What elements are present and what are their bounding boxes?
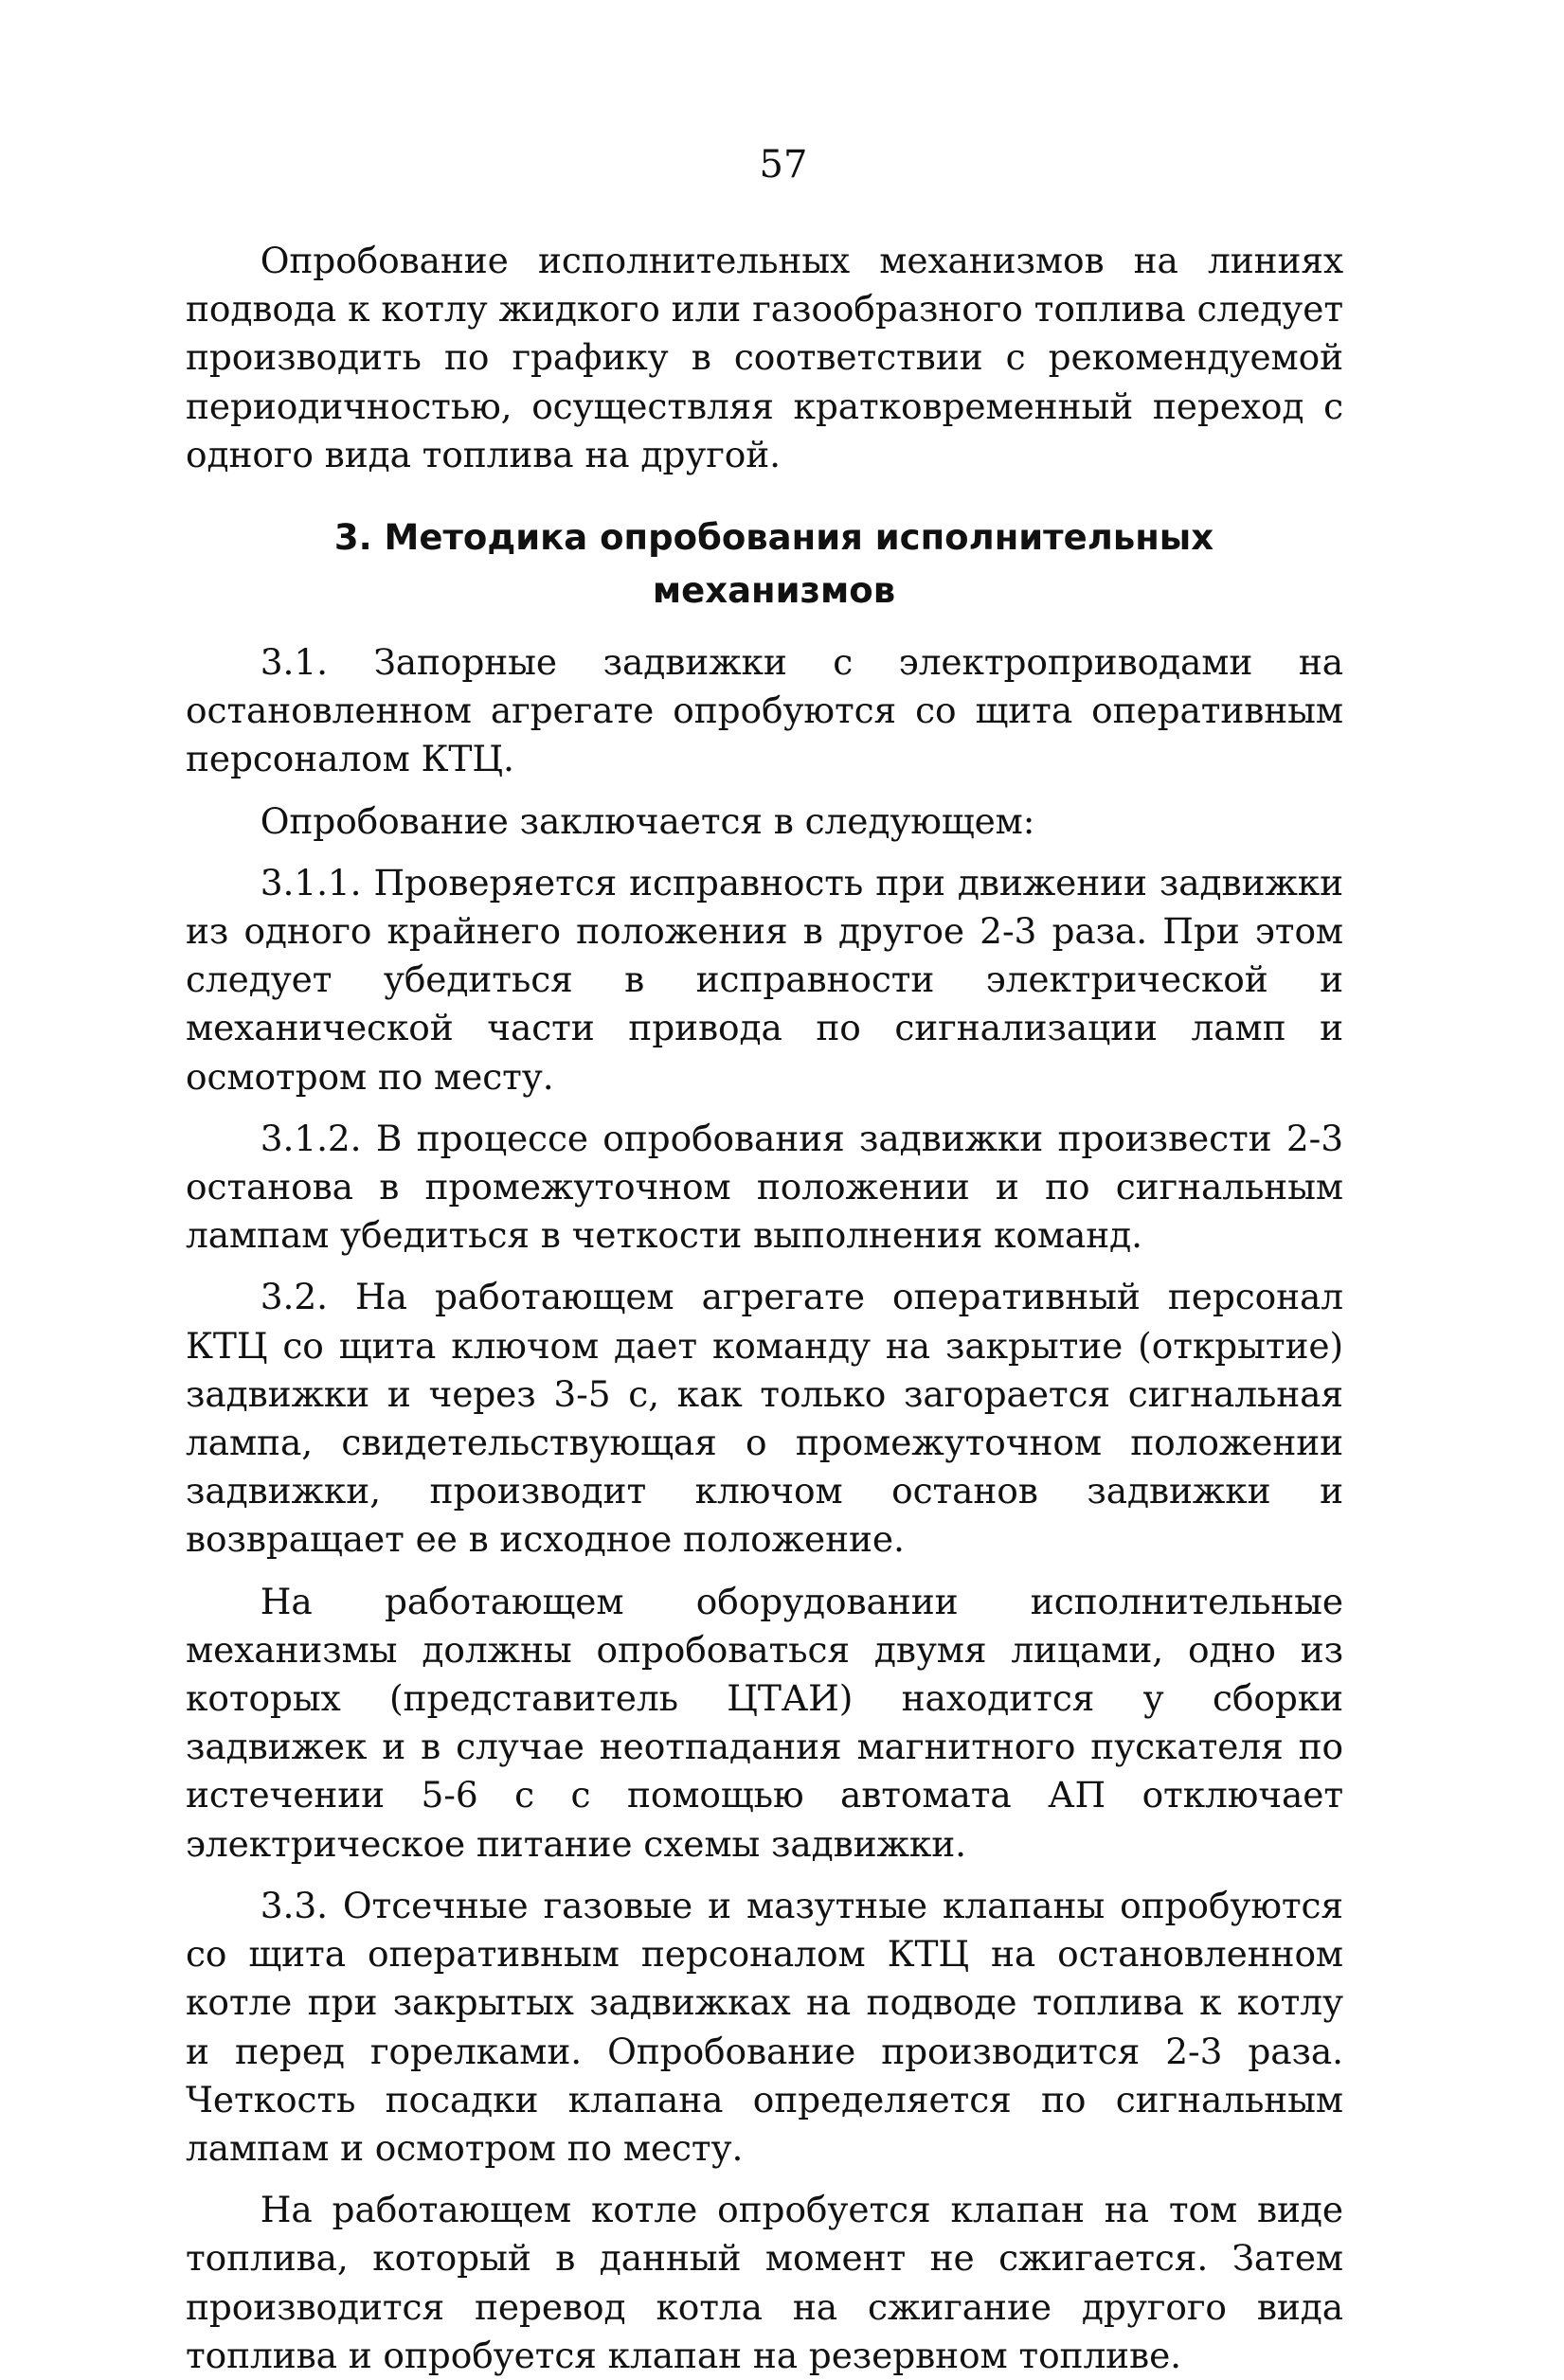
intro-paragraph: Опробование исполнительных механизмов на линиях подвода к котлу жидкого или газообразного топлива следует производить по графику в соответствии с рекомендуемой периодичностью, осуществляя кратковременный переход с одного вида топлива на другой. [186, 240, 1343, 475]
paragraph-3-2: 3.2. На работающем агрегате оперативный персонал КТЦ со щита ключом дает команду на закрытие (открытие) задвижки и через 3-5 с, как только загорается сигнальная лампа, свидетельствующая о промежуточном положении задвижки, производит ключом останов задвижки и возвращает ее в исходное положение. [186, 1276, 1343, 1561]
paragraph-3-1-1: 3.1.1. Проверяется исправность при движении задвижки из одного крайнего положения в другое 2-3 раза. При этом следует убедиться в исправности электрической и механической части привода по сигнализации ламп и осмотром по месту. [186, 861, 1343, 1098]
paragraph-two-persons: На работающем оборудовании исполнительные механизмы должны опробоваться двумя лицами, одно из которых (представитель ЦТАИ) находится у сборки задвижек и в случае неотпадания магнитного пускателя по истечении 5-6 с с помощью автомата АП отключает электрическое питание схемы задвижки. [186, 1580, 1343, 1865]
paragraph-3-1-2: 3.1.2. В процессе опробования задвижки произвести 2-3 останова в промежуточном положении и по сигнальным лампам убедиться в четкости выполнения команд. [186, 1117, 1343, 1257]
paragraph-reserve-fuel: На работающем котле опробуется клапан на том виде топлива, который в данный момент не сжигается. Затем производится перевод котла на сжигание другого вида топлива и опробуется клапан на резервном топливе. [186, 2189, 1343, 2376]
paragraph-3-3: 3.3. Отсечные газовые и мазутные клапаны опробуются со щита оперативным персоналом КТЦ на остановленном котле при закрытых задвижках на подводе топлива к котлу и перед горелками. Опробование производится 2-3 раза. Четкость посадки клапана определяется по сигнальным лампам и осмотром по месту. [186, 1884, 1343, 2169]
book-page [186, 142, 1343, 2380]
page-number: 57 [759, 143, 808, 187]
section-heading-line-2: механизмов [652, 570, 896, 612]
section-heading-line-1: 3. Методика опробования исполнительных [333, 517, 1214, 559]
paragraph-3-1: 3.1. Запорные задвижки с электроприводами на остановленном агрегате опробуются со щита оперативным персоналом КТЦ. [186, 641, 1343, 780]
paragraph-procedure-intro: Опробование заключается в следующем: [260, 799, 1035, 842]
section-heading [186, 511, 1343, 617]
